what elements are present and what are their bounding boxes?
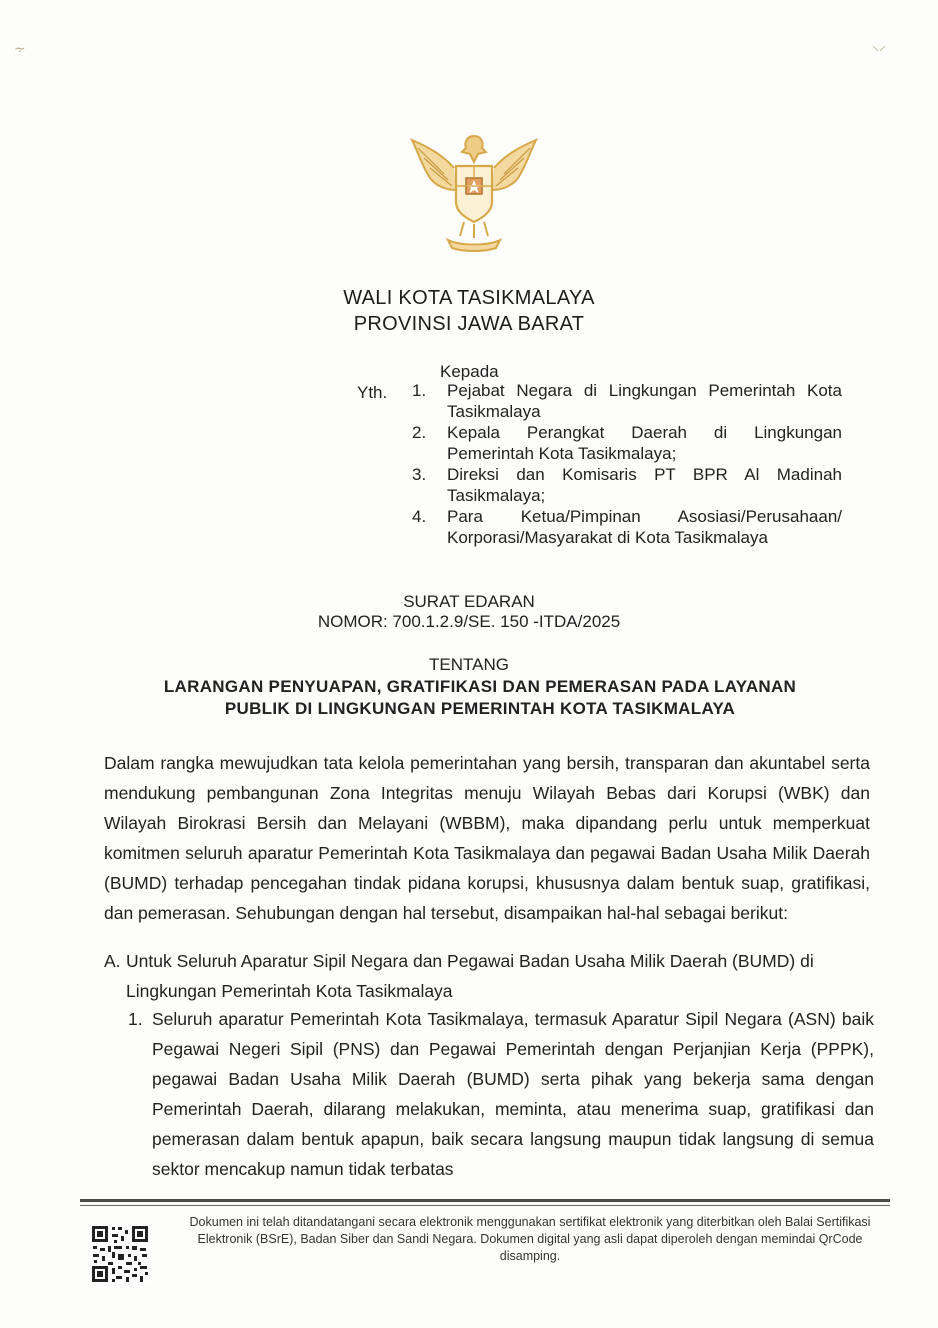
- garuda-emblem-icon: [404, 118, 544, 258]
- recipient-text: Kepala Perangkat Daerah di Lingkungan Pemerintah Kota Tasikmalaya;: [447, 423, 842, 463]
- recipient-number: 1.: [412, 381, 427, 400]
- footer-divider: [80, 1199, 890, 1202]
- section-a-label: A.: [104, 951, 121, 971]
- subject-line-2: PUBLIK DI LINGKUNGAN PEMERINTAH KOTA TASIKMALAYA: [224, 699, 736, 718]
- recipient-number: 2.: [412, 423, 427, 442]
- section-a-item-1: [128, 1004, 874, 1184]
- item-text: Seluruh aparatur Pemerintah Kota Tasikmalaya, termasuk Aparatur Sipil Negara (ASN) baik Pegawai Negeri Sipil (PNS) dan Pegawai Pemerintah dengan Perjanjian Kerja (PPPK), pegawai Badan Usaha Milik Daerah (BUMD) serta pihak yang bekerja sama dengan Pemerintah Daerah, dilarang melakukan, meminta, atau menerima suap, gratifikasi dan pemerasan dalam bentuk apapun, baik secara langsung maupun tidak langsung di semua sektor mencakup namun tidak terbatas: [152, 1009, 874, 1179]
- subject-line-1: LARANGAN PENYUAPAN, GRATIFIKASI DAN PEMERASAN PADA LAYANAN: [163, 677, 797, 696]
- recipient-number: 3.: [412, 465, 427, 484]
- section-a-text: Untuk Seluruh Aparatur Sipil Negara dan Pegawai Badan Usaha Milik Daerah (BUMD) di Lingkungan Pemerintah Kota Tasikmalaya: [126, 951, 814, 1001]
- intro-paragraph: Dalam rangka mewujudkan tata kelola pemerintahan yang bersih, transparan dan akuntabel serta mendukung pembangunan Zona Integritas menuju Wilayah Bebas dari Korupsi (WBK) dan Wilayah Birokrasi Bersih dan Melayani (WBBM), maka dipandang perlu untuk memperkuat komitmen seluruh aparatur Pemerintah Kota Tasikmalaya dan pegawai Badan Usaha Milik Daerah (BUMD) terhadap pencegahan tindak pidana korupsi, khususnya dalam bentuk suap, gratifikasi, dan pemerasan. Sehubungan dengan hal tersebut, disampaikan hal-hal sebagai berikut:: [104, 753, 870, 923]
- scan-speck: ⸜⸝: [872, 37, 886, 53]
- recipient-item: [412, 422, 842, 464]
- circular-type: SURAT EDARAN: [403, 592, 535, 611]
- header-title: WALI KOTA TASIKMALAYA: [343, 287, 595, 309]
- qr-code-icon[interactable]: [90, 1224, 150, 1284]
- recipient-text: Direksi dan Komisaris PT BPR Al Madinah Tasikmalaya;: [447, 465, 842, 505]
- recipient-item: [412, 380, 842, 422]
- recipient-list: [412, 380, 842, 548]
- recipient-number: 4.: [412, 507, 427, 526]
- footer-divider-thin: [80, 1205, 890, 1206]
- tentang-label: TENTANG: [429, 655, 509, 674]
- item-number: 1.: [128, 1009, 143, 1029]
- section-a: [104, 946, 870, 1006]
- recipient-text: Para Ketua/Pimpinan Asosiasi/Perusahaan/ Korporasi/Masyarakat di Kota Tasikmalaya: [447, 507, 842, 547]
- recipient-item: [412, 464, 842, 506]
- scan-speck: ⸟: [14, 40, 26, 56]
- circular-number: NOMOR: 700.1.2.9/SE. 150 -ITDA/2025: [317, 612, 621, 631]
- esign-notice: Dokumen ini telah ditandatangani secara elektronik menggunakan sertifikat elektronik yang diterbitkan oleh Balai Sertifikasi Elektronik (BSrE), Badan Siber dan Sandi Negara. Dokumen digital yang asli dapat diperoleh dengan memindai QrCode disamping.: [189, 1215, 871, 1263]
- yth-label: Yth.: [357, 383, 388, 402]
- header-subtitle: PROVINSI JAWA BARAT: [353, 313, 585, 335]
- kepada-label: Kepada: [440, 362, 499, 381]
- recipient-item: [412, 506, 842, 548]
- recipient-text: Pejabat Negara di Lingkungan Pemerintah Kota Tasikmalaya: [447, 381, 842, 421]
